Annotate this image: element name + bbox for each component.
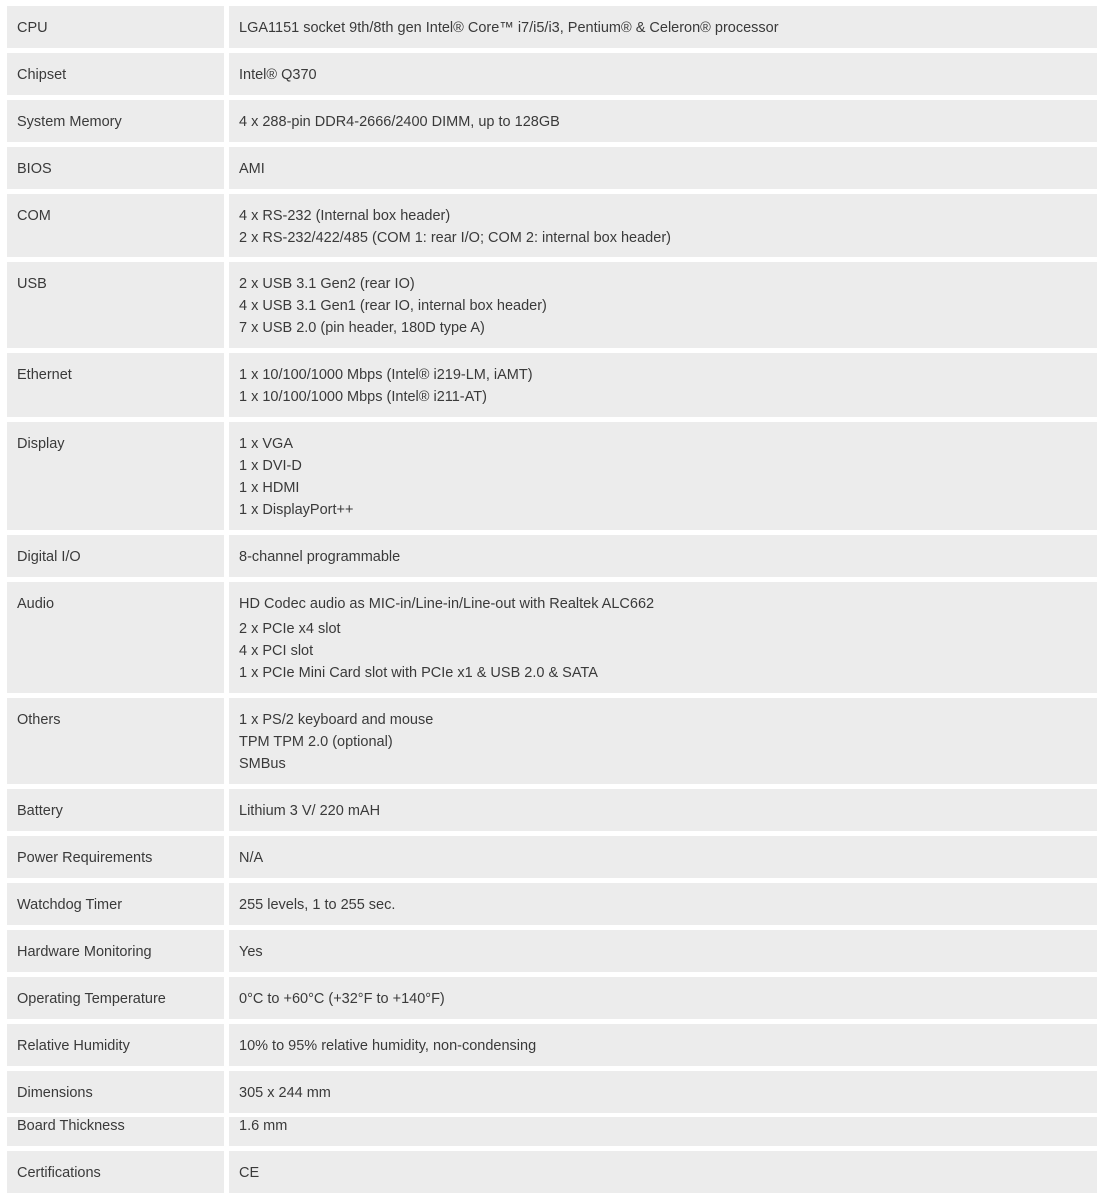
spec-label: BIOS bbox=[7, 147, 224, 189]
spec-row-system-memory bbox=[0, 100, 1106, 142]
spec-row-watchdog-timer bbox=[0, 883, 1106, 925]
spec-value-line: 2 x PCIe x4 slot bbox=[239, 621, 341, 637]
spec-value-line: 2 x RS-232/422/485 (COM 1: rear I/O; COM 2: internal box header) bbox=[239, 230, 671, 246]
spec-value-line: Lithium 3 V/ 220 mAH bbox=[239, 803, 381, 819]
spec-value-line: 4 x 288-pin DDR4-2666/2400 DIMM, up to 128GB bbox=[239, 114, 560, 130]
spec-value-line: 10% to 95% relative humidity, non-condensing bbox=[239, 1038, 537, 1054]
spec-row-battery bbox=[0, 789, 1106, 831]
spec-label: Watchdog Timer bbox=[7, 883, 224, 925]
spec-label: Hardware Monitoring bbox=[7, 930, 224, 972]
spec-value bbox=[229, 422, 1097, 530]
spec-row-certifications bbox=[0, 1151, 1106, 1193]
spec-label: Digital I/O bbox=[7, 535, 224, 577]
spec-label: Dimensions bbox=[7, 1071, 224, 1113]
spec-row-bios bbox=[0, 147, 1106, 189]
spec-value-line: 8-channel programmable bbox=[239, 549, 401, 565]
spec-label: Battery bbox=[7, 789, 224, 831]
spec-row-cpu bbox=[0, 6, 1106, 48]
spec-label: Ethernet bbox=[7, 353, 224, 417]
spec-value bbox=[229, 977, 1097, 1019]
spec-row-audio bbox=[0, 582, 1106, 693]
spec-value-line: 1 x DVI-D bbox=[239, 458, 302, 474]
spec-value-line: 2 x USB 3.1 Gen2 (rear IO) bbox=[239, 276, 415, 292]
spec-label: Display bbox=[7, 422, 224, 530]
spec-value bbox=[229, 6, 1097, 48]
spec-row-relative-humidity bbox=[0, 1024, 1106, 1066]
spec-label: Others bbox=[7, 698, 224, 784]
spec-value-line: TPM TPM 2.0 (optional) bbox=[239, 734, 393, 750]
spec-row-digital-i-o bbox=[0, 535, 1106, 577]
spec-value bbox=[229, 789, 1097, 831]
spec-row-ethernet bbox=[0, 353, 1106, 417]
spec-value bbox=[229, 582, 1097, 693]
spec-value-line: 1 x HDMI bbox=[239, 480, 300, 496]
spec-row-dimensions bbox=[0, 1071, 1106, 1113]
spec-value bbox=[229, 535, 1097, 577]
spec-value-line: 1.6 mm bbox=[239, 1118, 288, 1134]
spec-value bbox=[229, 1117, 1097, 1146]
spec-row-com bbox=[0, 194, 1106, 257]
spec-row-operating-temperature bbox=[0, 977, 1106, 1019]
spec-value bbox=[229, 836, 1097, 878]
spec-value-line: 1 x PS/2 keyboard and mouse bbox=[239, 712, 434, 728]
spec-row-usb bbox=[0, 262, 1106, 348]
spec-value-line: LGA1151 socket 9th/8th gen Intel® Core™ i7/i5/i3, Pentium® & Celeron® processor bbox=[239, 20, 779, 36]
spec-value-line: HD Codec audio as MIC-in/Line-in/Line-out with Realtek ALC662 bbox=[239, 596, 655, 612]
spec-value-line: N/A bbox=[239, 850, 264, 866]
spec-value bbox=[229, 1024, 1097, 1066]
spec-row-chipset bbox=[0, 53, 1106, 95]
spec-label: Chipset bbox=[7, 53, 224, 95]
spec-value-line: 305 x 244 mm bbox=[239, 1085, 331, 1101]
spec-value bbox=[229, 698, 1097, 784]
spec-value bbox=[229, 53, 1097, 95]
spec-value bbox=[229, 100, 1097, 142]
spec-label: Operating Temperature bbox=[7, 977, 224, 1019]
spec-value bbox=[229, 353, 1097, 417]
spec-value bbox=[229, 1151, 1097, 1193]
spec-value-line: 4 x PCI slot bbox=[239, 643, 314, 659]
spec-label: CPU bbox=[7, 6, 224, 48]
spec-value bbox=[229, 883, 1097, 925]
spec-value-line: 4 x USB 3.1 Gen1 (rear IO, internal box header) bbox=[239, 298, 547, 314]
spec-value bbox=[229, 1071, 1097, 1113]
spec-row-hardware-monitoring bbox=[0, 930, 1106, 972]
spec-label: Audio bbox=[7, 582, 224, 693]
spec-label: COM bbox=[7, 194, 224, 257]
spec-value-line: 1 x 10/100/1000 Mbps (Intel® i219-LM, iAMT) bbox=[239, 367, 533, 383]
spec-row-display bbox=[0, 422, 1106, 530]
spec-value bbox=[229, 147, 1097, 189]
spec-value-line: Intel® Q370 bbox=[239, 67, 317, 83]
spec-value-line: 255 levels, 1 to 255 sec. bbox=[239, 897, 396, 913]
spec-value-line: 1 x 10/100/1000 Mbps (Intel® i211-AT) bbox=[239, 389, 487, 405]
spec-value bbox=[229, 930, 1097, 972]
spec-value-line: 0°C to +60°C (+32°F to +140°F) bbox=[239, 991, 445, 1007]
spec-value-line: 7 x USB 2.0 (pin header, 180D type A) bbox=[239, 320, 485, 336]
spec-value-line: SMBus bbox=[239, 756, 286, 772]
spec-label: Relative Humidity bbox=[7, 1024, 224, 1066]
spec-value bbox=[229, 194, 1097, 257]
spec-value-line: AMI bbox=[239, 161, 265, 177]
spec-value-line: 1 x PCIe Mini Card slot with PCIe x1 & USB 2.0 & SATA bbox=[239, 665, 598, 681]
spec-value-line: Yes bbox=[239, 944, 263, 960]
spec-label: Board Thickness bbox=[7, 1117, 224, 1146]
spec-value-line: 4 x RS-232 (Internal box header) bbox=[239, 208, 451, 224]
spec-value-line: 1 x DisplayPort++ bbox=[239, 502, 354, 518]
spec-row-board-thickness bbox=[0, 1117, 1106, 1146]
spec-row-others bbox=[0, 698, 1106, 784]
spec-value bbox=[229, 262, 1097, 348]
spec-label: USB bbox=[7, 262, 224, 348]
spec-label: Certifications bbox=[7, 1151, 224, 1193]
spec-row-power-requirements bbox=[0, 836, 1106, 878]
spec-value-line: 1 x VGA bbox=[239, 436, 293, 452]
spec-label: System Memory bbox=[7, 100, 224, 142]
spec-value-line: CE bbox=[239, 1165, 260, 1181]
spec-label: Power Requirements bbox=[7, 836, 224, 878]
